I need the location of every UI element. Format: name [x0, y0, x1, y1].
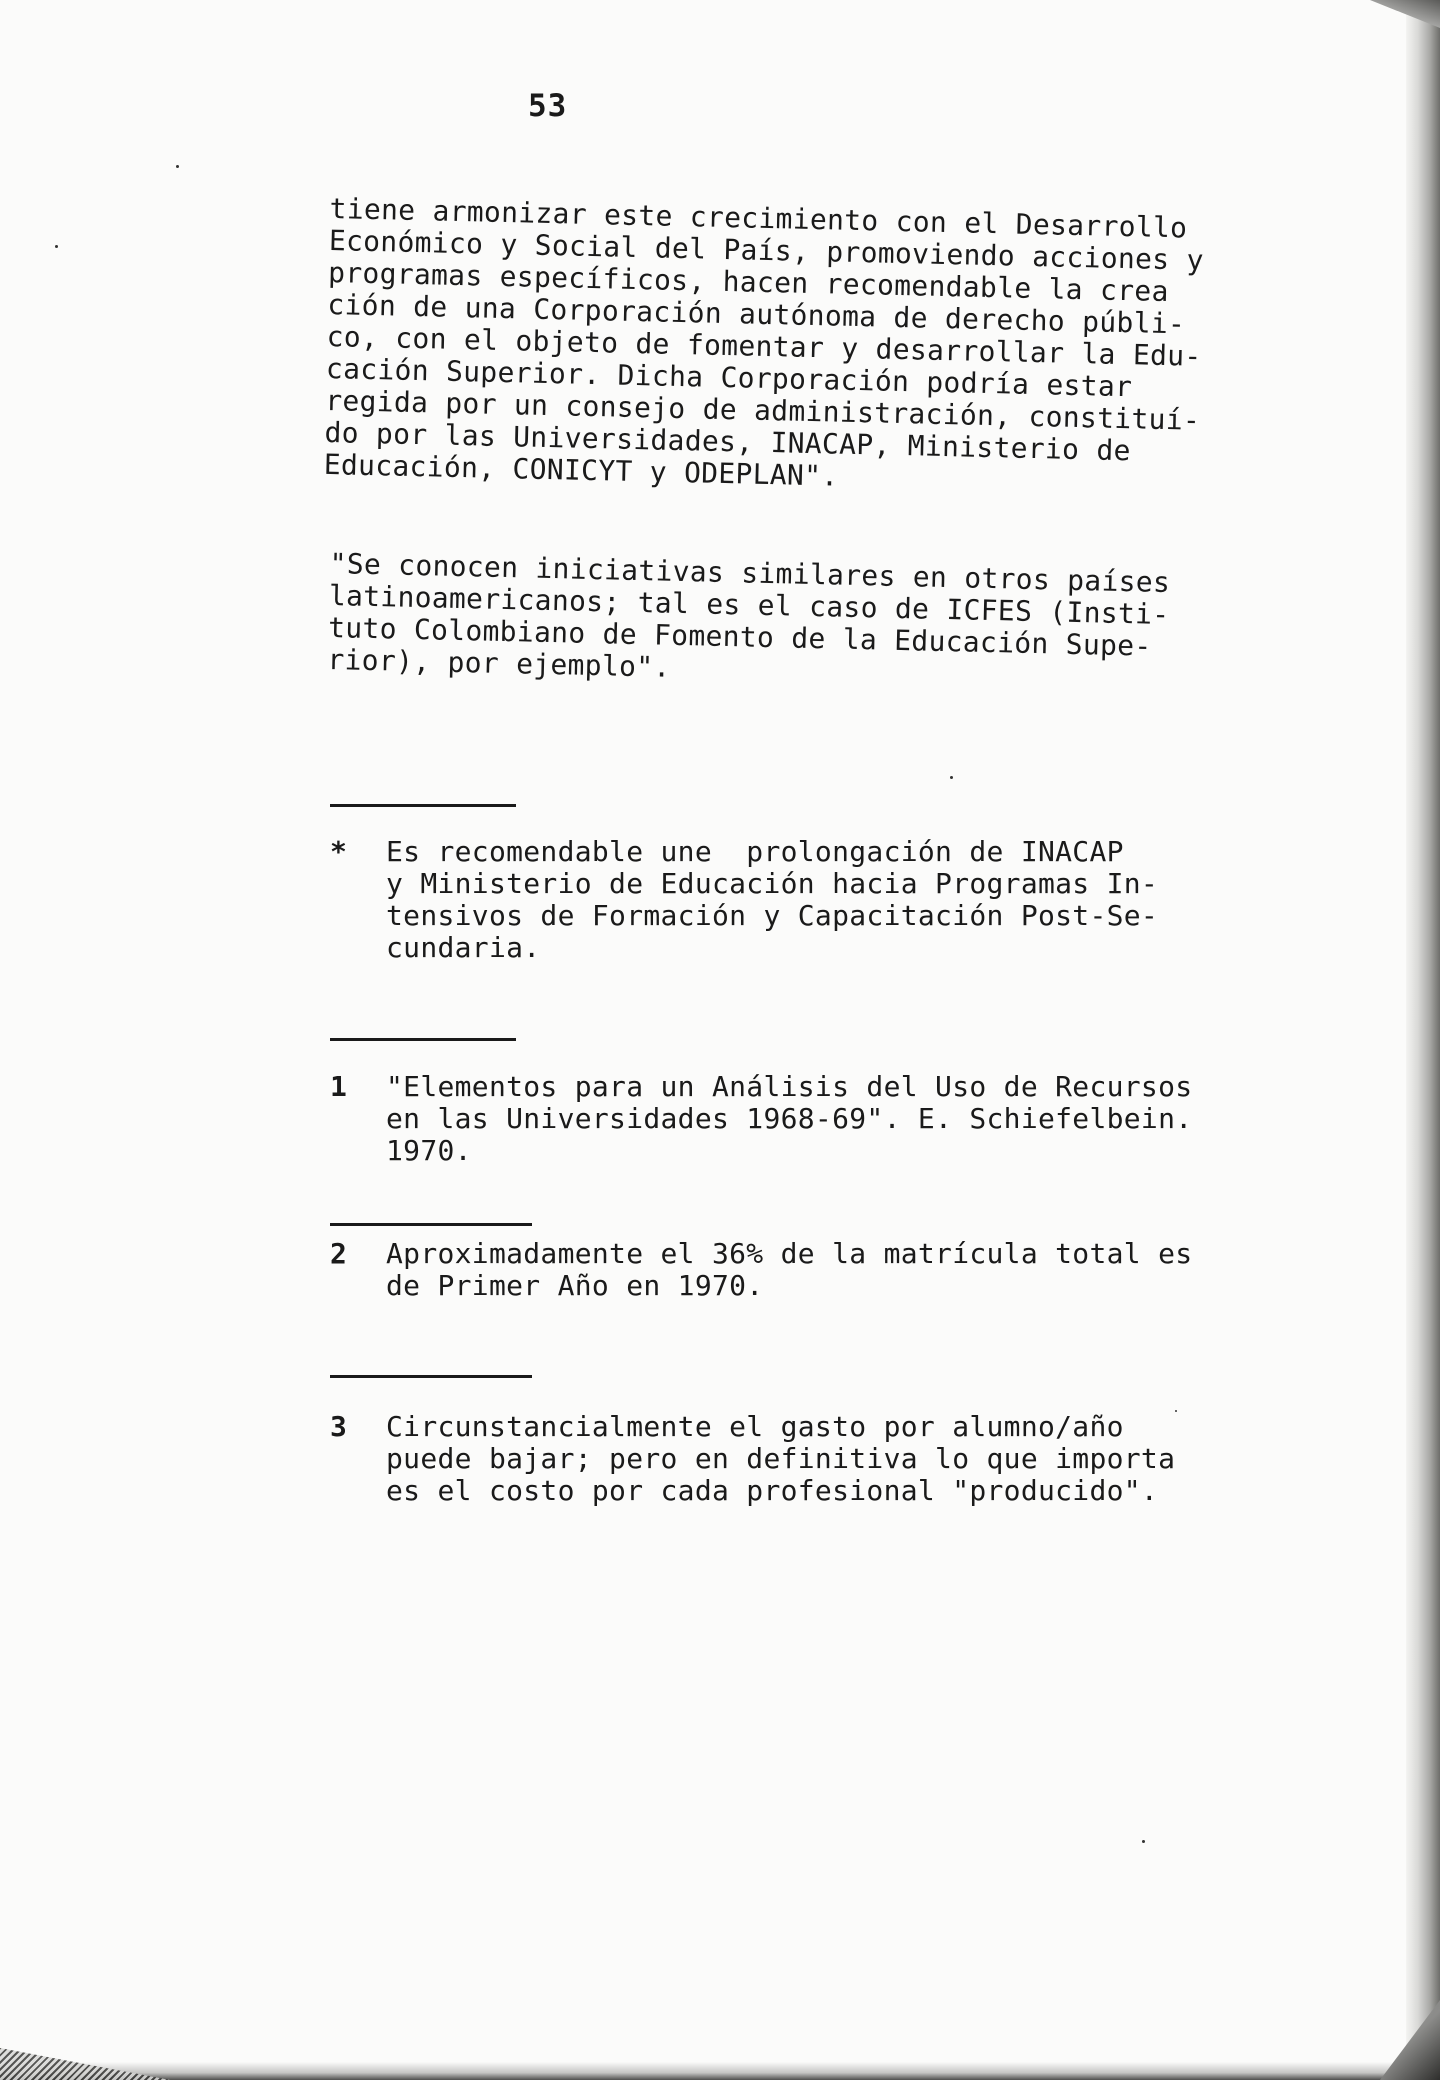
scan-speck — [176, 165, 179, 168]
footnote-text: Aproximadamente el 36% de la matrícula total es de Primer Año en 1970. — [386, 1237, 1193, 1302]
body-paragraph-2: "Se conocen iniciativas similares en otros países latinoamericanos; tal es el caso de ICFES (Insti- tuto Colombiano de Fomento de la Educación Supe- rior), por ejemplo". — [327, 547, 1171, 684]
footnote-separator — [330, 1223, 532, 1226]
scan-speck — [55, 245, 58, 248]
footnote-separator — [330, 1038, 516, 1041]
footnote-text: Circunstancialmente el gasto por alumno/año puede bajar; pero en definitiva lo que importa es el costo por cada profesional "producido". — [386, 1410, 1176, 1507]
footnote-text: Es recomendable une prolongación de INACAP y Ministerio de Educación hacia Programas In- tensivos de Formación y Capacitación Post-Se- cundaria. — [386, 835, 1159, 964]
footnote-separator — [330, 804, 516, 807]
footnote-text: "Elementos para un Análisis del Uso de Recursos en las Universidades 1968-69". E. Schiefelbein. 1970. — [386, 1070, 1193, 1167]
page-edge-shadow — [1406, 0, 1440, 2080]
scan-speck — [1175, 1410, 1177, 1412]
page-corner-top-right — [1370, 0, 1440, 28]
footnote-separator — [330, 1375, 532, 1378]
page-bottom-shadow — [0, 2062, 1440, 2080]
page-number: 53 — [528, 88, 568, 124]
body-paragraph-1: tiene armonizar este crecimiento con el Desarrollo Económico y Social del País, promoviendo acciones y programas específicos, hacen recomendable la crea ción de una Corporación autónoma de derecho públi- co, con el objeto de fomentar y desarrollar la Edu- cación Superior. Dicha Corporación podría estar regida por un consejo de administración, constituí- do por las Universidades, INACAP, Ministerio de Educación, CONICYT y ODEPLAN". — [323, 192, 1205, 493]
footnote-marker: 3 — [330, 1410, 348, 1443]
footnote-marker: 1 — [330, 1070, 348, 1103]
scan-speck — [950, 776, 953, 779]
scan-speck — [1142, 1840, 1145, 1843]
footnote-marker: 2 — [330, 1237, 348, 1270]
footnote-marker: * — [330, 835, 348, 868]
